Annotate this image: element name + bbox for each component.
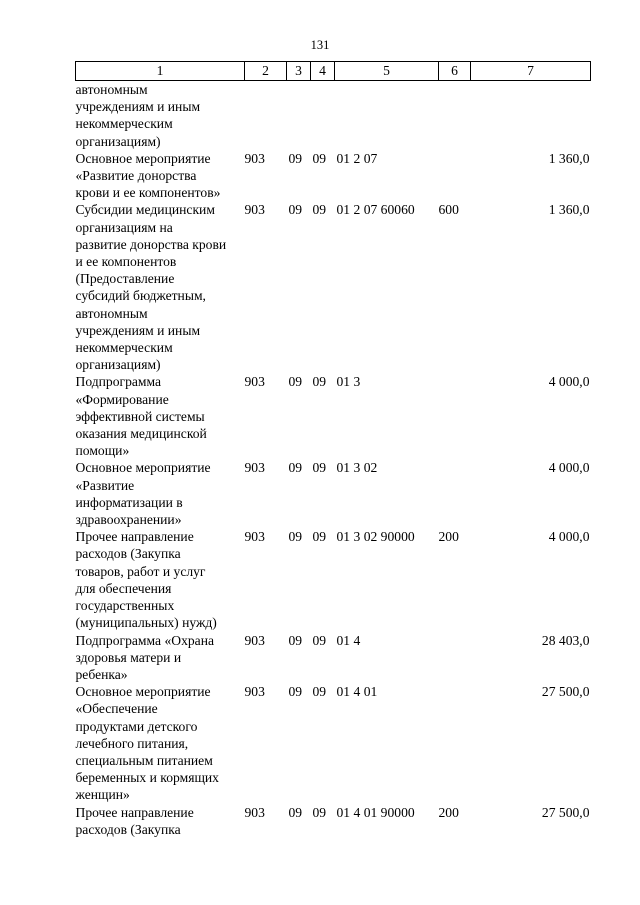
row-name [76, 528, 245, 631]
row-subsection-code: 09 [312, 529, 327, 545]
table-row [76, 201, 591, 373]
row-section-code: 09 [288, 374, 303, 390]
table-row [76, 81, 591, 150]
row-name-line: товаров, работ и услуг [75, 563, 206, 579]
row-name-line: «Формирование [75, 391, 169, 407]
row-target-article: 01 4 01 [336, 684, 378, 700]
row-name-line: организациям на [75, 219, 173, 235]
header-col-2: 2 [245, 62, 287, 81]
header-col-3: 3 [287, 62, 311, 81]
row-name-line: крови и ее компонентов» [75, 185, 221, 201]
page-number: 131 [310, 38, 330, 52]
row-target-article [335, 81, 439, 150]
row-amount: 27 500,0 [541, 684, 590, 700]
table-row [76, 459, 591, 528]
row-department-code: 903 [244, 150, 265, 166]
row-section-code: 09 [288, 202, 303, 218]
row-amount: 27 500,0 [541, 804, 590, 820]
row-amount: 4 000,0 [548, 460, 590, 476]
row-expense-type [439, 683, 471, 803]
row-name-line: некоммерческим [75, 116, 173, 132]
header-col-5: 5 [335, 62, 439, 81]
row-expense-type [439, 373, 471, 459]
row-section-code: 09 [288, 804, 303, 820]
budget-table [75, 61, 591, 838]
row-name-line: государственных [75, 598, 175, 614]
row-subsection-code: 09 [312, 460, 327, 476]
row-target-article: 01 3 02 90000 [336, 529, 415, 545]
row-name-line: Основное мероприятие [75, 460, 211, 476]
row-section-code: 09 [288, 150, 303, 166]
row-name-line: Подпрограмма [75, 374, 162, 390]
row-name-line: Прочее направление [75, 804, 194, 820]
row-section-code: 09 [288, 529, 303, 545]
row-amount [471, 81, 591, 150]
table-header [76, 62, 591, 81]
row-name-line: «Развитие [75, 477, 135, 493]
header-col-7: 7 [471, 62, 591, 81]
row-target-article: 01 2 07 60060 [336, 202, 415, 218]
header-col-1: 1 [76, 62, 245, 81]
row-department-code: 903 [244, 804, 265, 820]
row-target-article: 01 3 [336, 374, 361, 390]
row-name-line: «Обеспечение [75, 701, 158, 717]
row-name-line: ребенка» [75, 666, 128, 682]
row-department-code [245, 81, 287, 150]
row-target-article: 01 3 02 [336, 460, 378, 476]
row-name-line: организациям) [75, 357, 161, 373]
row-amount: 1 360,0 [548, 150, 590, 166]
row-department-code: 903 [244, 632, 265, 648]
row-name-line: (муниципальных) нужд) [75, 615, 217, 631]
row-section-code: 09 [288, 684, 303, 700]
table-body [76, 81, 591, 838]
row-name-line: помощи» [75, 443, 130, 459]
row-section-code: 09 [288, 460, 303, 476]
row-department-code: 903 [244, 460, 265, 476]
table-row [76, 528, 591, 631]
row-name-line: и ее компонентов [75, 254, 177, 270]
row-name-line: Субсидии медицинским [75, 202, 215, 218]
row-name [76, 150, 245, 202]
row-subsection-code: 09 [312, 374, 327, 390]
row-name [76, 81, 245, 150]
row-name-line: «Развитие донорства [75, 168, 197, 184]
row-name-line: расходов (Закупка [75, 546, 181, 562]
row-expense-type [439, 459, 471, 528]
row-expense-type: 200 [438, 529, 459, 545]
row-name [76, 804, 245, 838]
row-department-code: 903 [244, 374, 265, 390]
row-name-line: здравоохранении» [75, 512, 182, 528]
row-expense-type [439, 632, 471, 684]
row-target-article: 01 4 01 90000 [336, 804, 415, 820]
row-name-line: беременных и кормящих [75, 770, 219, 786]
row-name-line: здоровья матери и [75, 649, 182, 665]
row-amount: 28 403,0 [541, 632, 590, 648]
row-expense-type [439, 81, 471, 150]
row-name-line: специальным питанием [75, 752, 213, 768]
row-subsection-code: 09 [312, 150, 327, 166]
row-name [76, 459, 245, 528]
row-name-line: (Предоставление [75, 271, 175, 287]
row-amount: 4 000,0 [548, 374, 590, 390]
header-col-4: 4 [311, 62, 335, 81]
row-expense-type: 200 [438, 804, 459, 820]
row-subsection-code: 09 [312, 804, 327, 820]
table-row [76, 804, 591, 838]
row-target-article: 01 2 07 [336, 150, 378, 166]
row-name-line: лечебного питания, [75, 735, 189, 751]
table-row [76, 683, 591, 803]
row-amount: 4 000,0 [548, 529, 590, 545]
row-name-line: учреждениям и иным [75, 99, 201, 115]
row-expense-type: 600 [438, 202, 459, 218]
row-name-line: Подпрограмма «Охрана [75, 632, 215, 648]
row-department-code: 903 [244, 529, 265, 545]
header-row [76, 62, 591, 81]
row-section-code: 09 [288, 632, 303, 648]
row-name [76, 201, 245, 373]
row-name-line: оказания медицинской [75, 426, 207, 442]
row-section-code [287, 81, 311, 150]
row-name-line: Основное мероприятие [75, 150, 211, 166]
row-subsection-code [311, 81, 335, 150]
table-row [76, 150, 591, 202]
row-name [76, 683, 245, 803]
row-subsection-code: 09 [312, 632, 327, 648]
row-name [76, 632, 245, 684]
row-name-line: эффективной системы [75, 408, 205, 424]
row-department-code: 903 [244, 202, 265, 218]
row-name-line: субсидий бюджетным, [75, 288, 206, 304]
row-name-line: расходов (Закупка [75, 821, 181, 837]
row-name-line: информатизации в [75, 494, 183, 510]
row-name-line: автономным [75, 82, 148, 97]
row-subsection-code: 09 [312, 202, 327, 218]
row-name-line: для обеспечения [75, 580, 172, 596]
row-name-line: продуктами детского [75, 718, 198, 734]
row-name-line: Основное мероприятие [75, 684, 211, 700]
row-name-line: развитие донорства крови [75, 236, 227, 252]
row-subsection-code: 09 [312, 684, 327, 700]
row-expense-type [439, 150, 471, 202]
row-name-line: женщин» [75, 787, 130, 803]
row-name-line: некоммерческим [75, 340, 173, 356]
table-row [76, 373, 591, 459]
row-amount: 1 360,0 [548, 202, 590, 218]
row-name [76, 373, 245, 459]
row-name-line: учреждениям и иным [75, 322, 201, 338]
table-row [76, 632, 591, 684]
row-name-line: организациям) [75, 133, 161, 149]
header-col-6: 6 [439, 62, 471, 81]
row-target-article: 01 4 [336, 632, 361, 648]
row-name-line: автономным [75, 305, 148, 321]
row-name-line: Прочее направление [75, 529, 194, 545]
row-department-code: 903 [244, 684, 265, 700]
